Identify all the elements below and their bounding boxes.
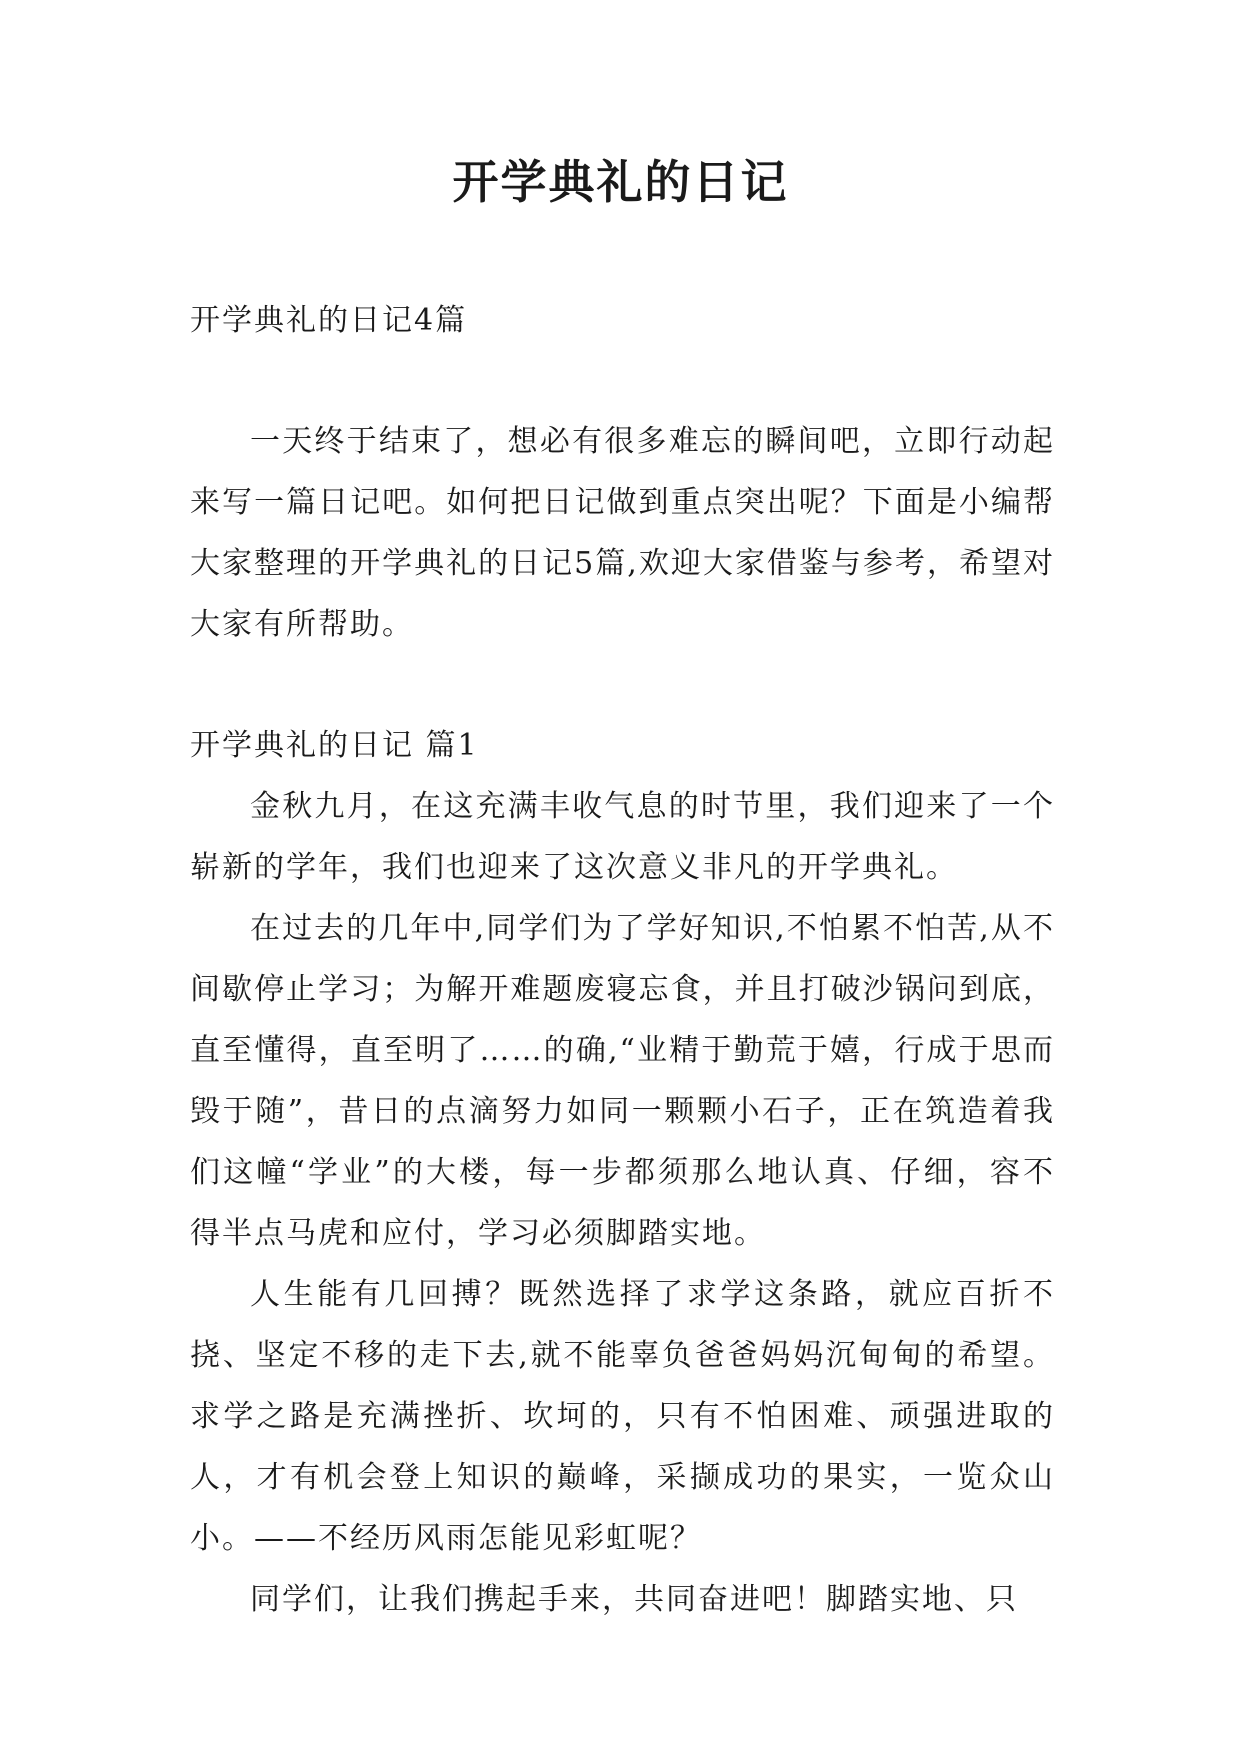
body-paragraph: 在过去的几年中,同学们为了学好知识,不怕累不怕苦,从不间歇停止学习；为解开难题废寝忘食，并且打破沙锅问到底，直至懂得，直至明了……的确,“业精于勤荒于嬉，行成于思而毁于随”，昔日的点滴努力如同一颗颗小石子，正在筑造着我们这幢“学业”的大楼，每一步都须那么地认真、仔细，容不得半点马虎和应付，学习必须脚踏实地。 — [190, 911, 1055, 1251]
body-paragraph: 人生能有几回搏？既然选择了求学这条路，就应百折不挠、坚定不移的走下去,就不能辜负爸爸妈妈沉甸甸的希望。求学之路是充满挫折、坎坷的，只有不怕困难、顽强进取的人，才有机会登上知识的巅峰，采撷成功的果实，一览众山小。——不经历风雨怎能见彩虹呢？ — [190, 1277, 1055, 1556]
intro-paragraph: 一天终于结束了，想必有很多难忘的瞬间吧，立即行动起来写一篇日记吧。如何把日记做到重点突出呢？下面是小编帮大家整理的开学典礼的日记5篇,欢迎大家借鉴与参考，希望对大家有所帮助。 — [190, 424, 1055, 642]
section-heading: 开学典礼的日记 篇1 — [190, 728, 479, 763]
document-title: 开学典礼的日记 — [452, 155, 789, 209]
body-paragraph: 金秋九月，在这充满丰收气息的时节里，我们迎来了一个崭新的学年，我们也迎来了这次意义非凡的开学典礼。 — [190, 789, 1055, 885]
body-paragraph: 同学们，让我们携起手来，共同奋进吧！脚踏实地、只 — [250, 1582, 1018, 1617]
document-subtitle: 开学典礼的日记4篇 — [190, 303, 468, 338]
document-body — [190, 290, 1055, 1630]
